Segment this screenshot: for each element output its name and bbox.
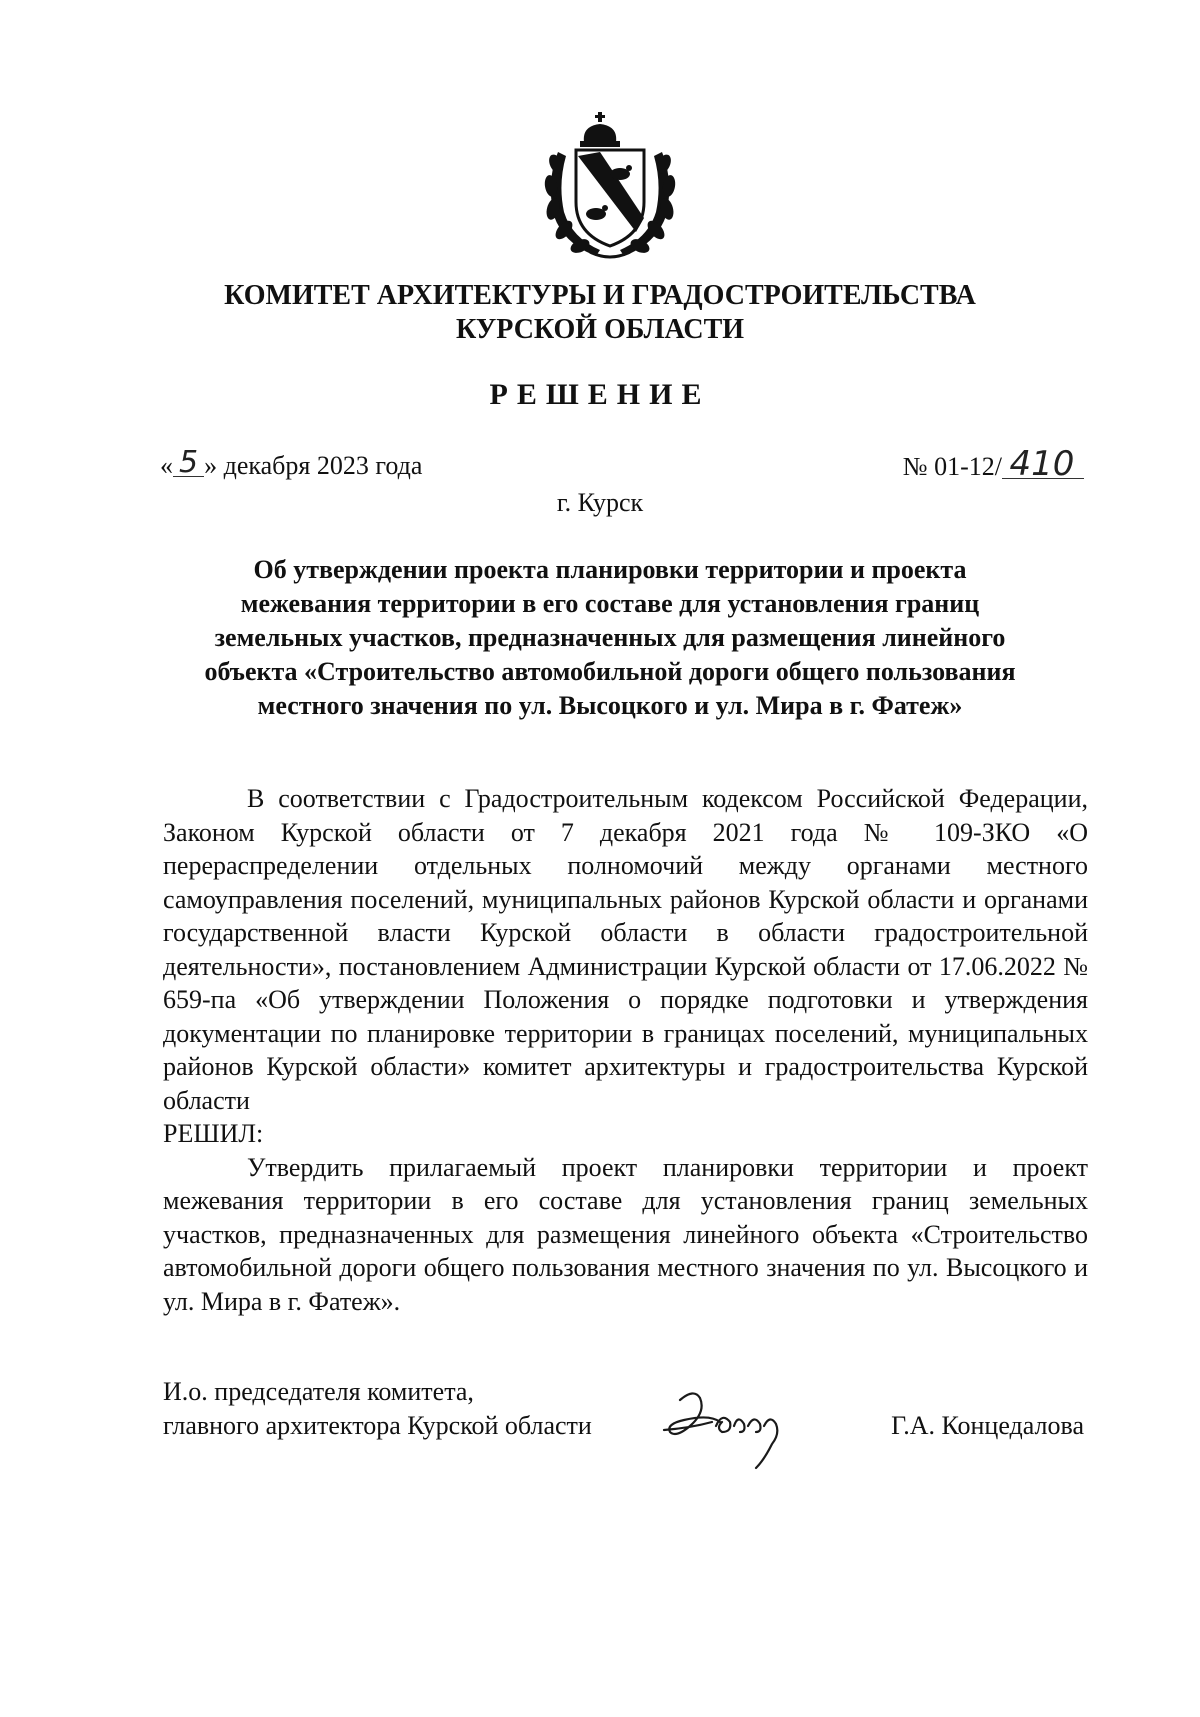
handwritten-signature xyxy=(660,1382,830,1472)
organization-name: КОМИТЕТ АРХИТЕКТУРЫ И ГРАДОСТРОИТЕЛЬСТВА xyxy=(224,280,976,311)
number-prefix: № 01-12/ xyxy=(902,452,1002,481)
title-line: объекта «Строительство автомобильной дороги общего пользования xyxy=(204,657,1016,686)
handwritten-day: 5 xyxy=(173,450,204,477)
coat-of-arms-icon xyxy=(540,112,680,262)
document-number xyxy=(902,444,1084,484)
decided-word: РЕШИЛ: xyxy=(163,1119,264,1148)
document-title xyxy=(170,553,1050,723)
handwritten-number: 410 xyxy=(1002,450,1084,479)
signatory-name: Г.А. Концедалова xyxy=(891,1411,1084,1440)
date-open-quote: « xyxy=(160,451,173,480)
document-date xyxy=(160,445,423,481)
preamble-paragraph: В соответствии с Градостроительным кодексом Российской Федерации, Законом Курской области от 7 декабря 2021 года № 109-ЗКО «О перераспределении отдельных полномочий между органами местного самоуправления поселений, муниципальных районов Курской области и органами государственной власти Курской области в области градостроительной деятельности», постановлением Администрации Курской области от 17.06.2022 № 659-па «Об утверждении Положения о порядке подготовки и утверждения документации по планировке территории в границах поселений, муниципальных районов Курской области» комитет архитектуры и градостроительства Курской области xyxy=(163,784,1088,1115)
resolution-paragraph: Утвердить прилагаемый проект планировки территории и проект межевания территории в его составе для установления границ земельных участков, предназначенных для размещения линейного объекта «Строительство автомобильной дороги общего пользования местного значения по ул. Высоцкого и ул. Мира в г. Фатеж». xyxy=(163,1152,1088,1316)
document-type-heading: РЕШЕНИЕ xyxy=(489,378,711,411)
title-line: Об утверждении проекта планировки территории и проекта xyxy=(253,555,967,584)
document-body xyxy=(163,782,1088,1318)
document-city: г. Курск xyxy=(556,488,644,517)
organization-region: КУРСКОЙ ОБЛАСТИ xyxy=(455,314,745,345)
title-line: земельных участков, предназначенных для размещения линейного xyxy=(214,623,1006,652)
signatory-position: главного архитектора Курской области xyxy=(163,1411,592,1440)
title-line: местного значения по ул. Высоцкого и ул. Мира в г. Фатеж» xyxy=(257,691,963,720)
signatory-role: И.о. председателя комитета, xyxy=(163,1377,474,1406)
date-month-year: » декабря 2023 года xyxy=(204,451,423,480)
title-line: межевания территории в его составе для установления границ xyxy=(240,589,980,618)
